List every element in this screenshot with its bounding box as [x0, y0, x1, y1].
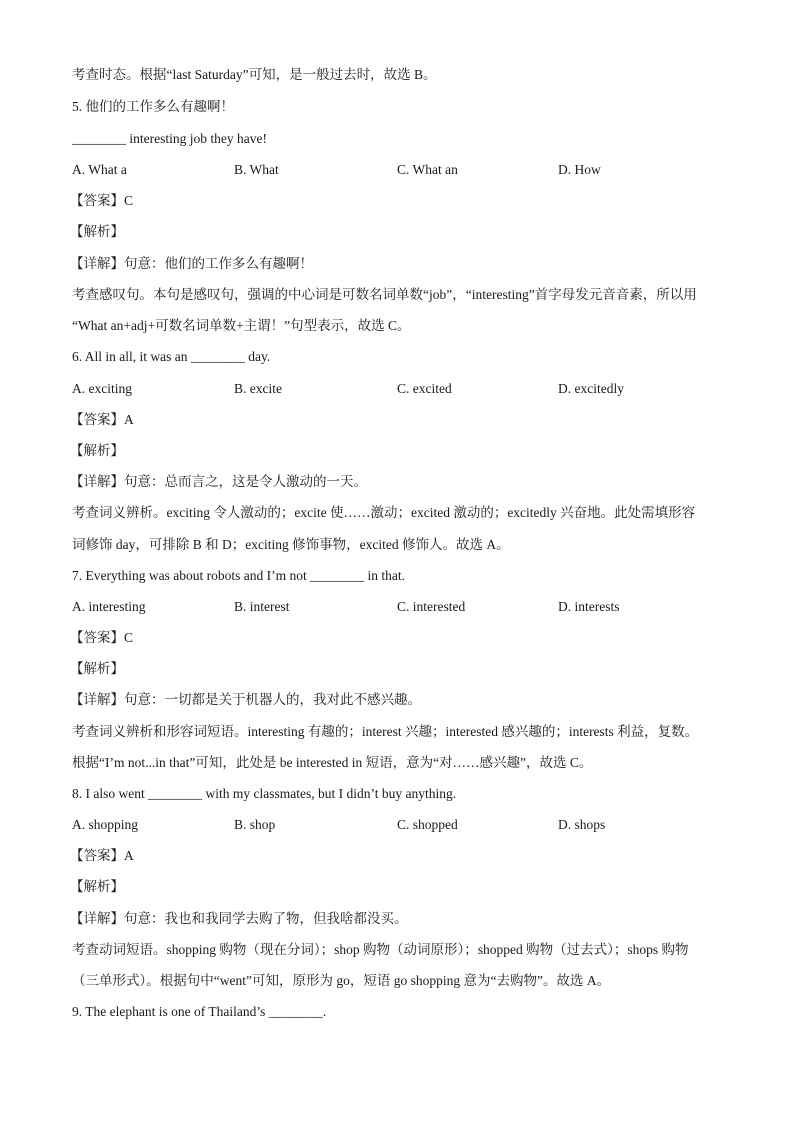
question-6: 6. All in all, it was an ________ day. — [72, 349, 271, 364]
question-6-explanation-1: 考查词义辨析。exciting 令人激动的；excite 使……激动；excited 激动的；excitedly 兴奋地。此处需填形容 — [72, 505, 696, 520]
question-8: 8. I also went ________ with my classmates, but I didn’t buy anything. — [72, 786, 457, 801]
option-c: C. excited — [397, 381, 452, 396]
question-8-explanation-1: 考查动词短语。shopping 购物（现在分词）；shop 购物（动词原形）；shopped 购物（过去式）；shops 购物 — [72, 942, 689, 957]
question-6-answer: 【答案】A — [70, 412, 134, 427]
option-c: C. shopped — [397, 817, 458, 832]
option-a: A. What a — [72, 162, 127, 177]
question-5-answer: 【答案】C — [70, 193, 134, 208]
option-b: B. What — [234, 162, 279, 177]
question-5-chinese: 5. 他们的工作多么有趣啊！ — [72, 99, 234, 114]
question-8-explanation-2: （三单形式）。根据句中“went”可知，原形为 go，短语 go shopping 意为“去购物”。故选 A。 — [72, 973, 611, 988]
question-5-explanation-1: 考查感叹句。本句是感叹句，强调的中心词是可数名词单数“job”，“interesting”首字母发元音音素，所以用 — [72, 287, 697, 302]
option-d: D. shops — [558, 817, 606, 832]
option-a: A. exciting — [72, 381, 132, 396]
question-5-english: ________ interesting job they have! — [72, 131, 267, 146]
option-d: D. interests — [558, 599, 620, 614]
question-5-explanation-2: “What an+adj+可数名词单数+主谓！”句型表示，故选 C。 — [72, 318, 411, 333]
question-7: 7. Everything was about robots and I’m not ________ in that. — [72, 568, 405, 583]
question-6-detail: 【详解】句意：总而言之，这是令人激动的一天。 — [70, 474, 367, 489]
option-d: D. How — [558, 162, 601, 177]
question-7-options — [72, 598, 722, 616]
option-c: C. What an — [397, 162, 458, 177]
question-8-detail: 【详解】句意：我也和我同学去购了物，但我啥都没买。 — [70, 911, 408, 926]
question-8-options — [72, 816, 722, 834]
question-9: 9. The elephant is one of Thailand’s ________. — [72, 1004, 327, 1019]
question-6-options — [72, 380, 722, 398]
question-7-analysis-label: 【解析】 — [70, 661, 124, 676]
question-6-explanation-2: 词修饰 day，可排除 B 和 D；exciting 修饰事物，excited 修饰人。故选 A。 — [72, 537, 510, 552]
question-8-analysis-label: 【解析】 — [70, 879, 124, 894]
question-8-answer: 【答案】A — [70, 848, 134, 863]
option-b: B. shop — [234, 817, 276, 832]
question-7-explanation-1: 考查词义辨析和形容词短语。interesting 有趣的；interest 兴趣；interested 感兴趣的；interests 利益，复数。 — [72, 724, 699, 739]
option-a: A. interesting — [72, 599, 146, 614]
question-7-answer: 【答案】C — [70, 630, 134, 645]
option-d: D. excitedly — [558, 381, 624, 396]
option-c: C. interested — [397, 599, 466, 614]
option-b: B. interest — [234, 599, 290, 614]
question-5-detail: 【详解】句意：他们的工作多么有趣啊！ — [70, 256, 313, 271]
question-7-detail: 【详解】句意：一切都是关于机器人的，我对此不感兴趣。 — [70, 692, 421, 707]
question-7-explanation-2: 根据“I’m not...in that”可知，此处是 be interested in 短语，意为“对……感兴趣”，故选 C。 — [72, 755, 593, 770]
option-b: B. excite — [234, 381, 282, 396]
question-5-options — [72, 161, 722, 179]
option-a: A. shopping — [72, 817, 139, 832]
q4-explanation-end: 考查时态。根据“last Saturday”可知，是一般过去时，故选 B。 — [72, 67, 437, 82]
question-6-analysis-label: 【解析】 — [70, 443, 124, 458]
question-5-analysis-label: 【解析】 — [70, 224, 124, 239]
